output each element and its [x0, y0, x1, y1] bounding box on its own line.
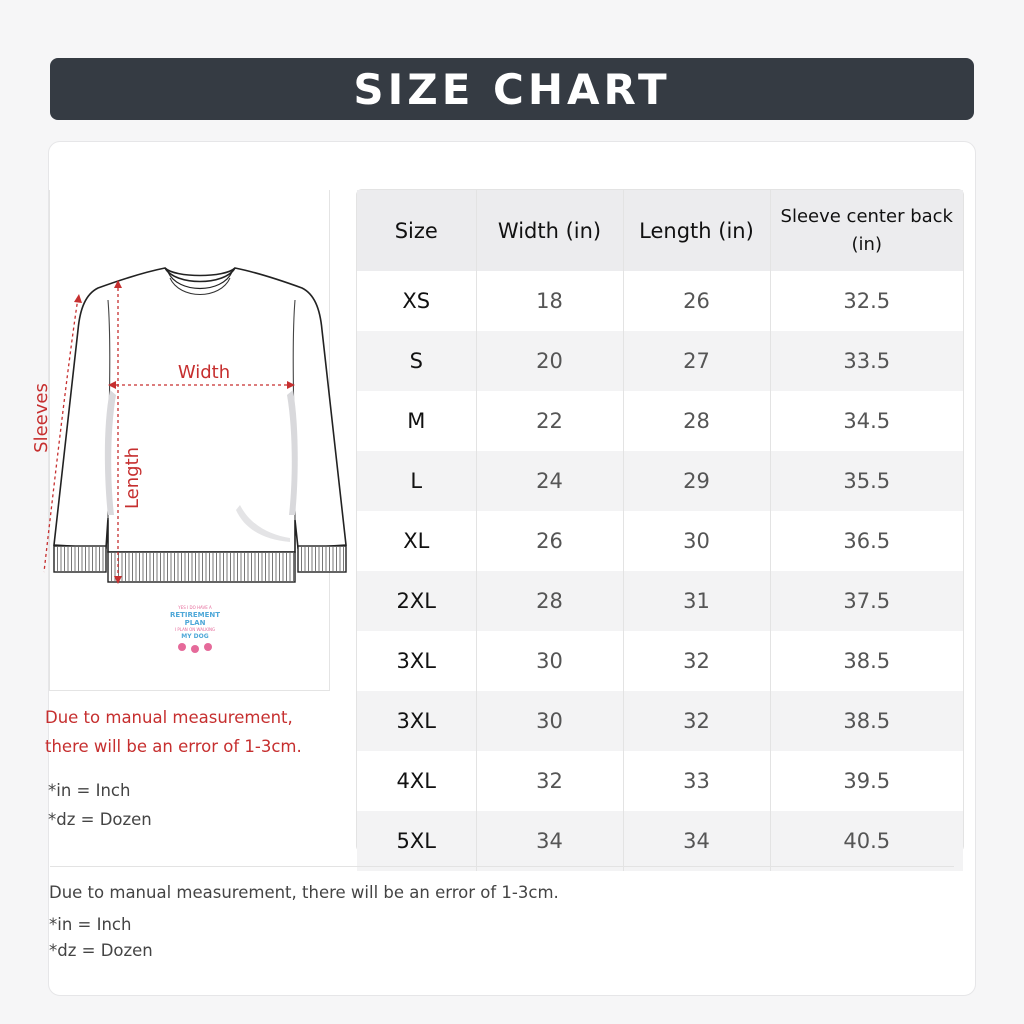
bottom-note [49, 880, 559, 964]
measurement-cell: 22 [476, 391, 623, 451]
size-cell: S [357, 331, 476, 391]
page-title: SIZE CHART [353, 64, 671, 114]
header-sleeve: Sleeve center back (in) [770, 190, 963, 271]
header-size: Size [357, 190, 476, 271]
paw-icon [191, 645, 199, 653]
size-cell: M [357, 391, 476, 451]
table-row [357, 811, 963, 871]
measurement-cell: 38.5 [770, 631, 963, 691]
header-length: Length (in) [623, 190, 770, 271]
measurement-cell: 32 [623, 691, 770, 751]
measurement-cell: 24 [476, 451, 623, 511]
measurement-cell: 18 [476, 271, 623, 331]
measurement-cell: 28 [476, 571, 623, 631]
svg-text:MY DOG: MY DOG [181, 633, 209, 640]
table-row [357, 271, 963, 331]
table-row [357, 331, 963, 391]
measurement-cell: 28 [623, 391, 770, 451]
size-cell: 3XL [357, 691, 476, 751]
measurement-cell: 20 [476, 331, 623, 391]
paw-icon [204, 643, 212, 651]
measurement-cell: 40.5 [770, 811, 963, 871]
measurement-cell: 26 [476, 511, 623, 571]
table-row [357, 451, 963, 511]
unit-legend [48, 776, 152, 834]
divider [50, 866, 954, 867]
size-cell: XS [357, 271, 476, 331]
table-row [357, 691, 963, 751]
size-cell: 4XL [357, 751, 476, 811]
bottom-warning: Due to manual measurement, there will be an error of 1-3cm. [49, 883, 559, 902]
measurement-cell: 33 [623, 751, 770, 811]
sweater-outline [54, 268, 346, 552]
measurement-cell: 32 [476, 751, 623, 811]
measurement-cell: 34.5 [770, 391, 963, 451]
measurement-cell: 30 [476, 691, 623, 751]
measurement-cell: 31 [623, 571, 770, 631]
measurement-cell: 33.5 [770, 331, 963, 391]
bottom-legend-inch: *in = Inch [49, 915, 132, 934]
svg-text:YES I DO HAVE A: YES I DO HAVE A [178, 605, 212, 610]
table-row [357, 571, 963, 631]
measurement-cell: 38.5 [770, 691, 963, 751]
measurement-warning: Due to manual measurement, there will be an error of 1-3cm. [45, 708, 302, 756]
table-row [357, 511, 963, 571]
size-cell: 5XL [357, 811, 476, 871]
measurement-cell: 30 [623, 511, 770, 571]
measurement-cell: 34 [476, 811, 623, 871]
bottom-legend-dozen: *dz = Dozen [49, 941, 153, 960]
measurement-cell: 27 [623, 331, 770, 391]
size-table [356, 189, 964, 852]
measurement-cell: 35.5 [770, 451, 963, 511]
table-row [357, 751, 963, 811]
measurement-cell: 32.5 [770, 271, 963, 331]
measurement-cell: 29 [623, 451, 770, 511]
legend-dozen: *dz = Dozen [48, 810, 152, 829]
table-row [357, 631, 963, 691]
svg-text:RETIREMENT: RETIREMENT [169, 611, 221, 619]
svg-text:PLAN: PLAN [184, 619, 206, 627]
paw-icon [178, 643, 186, 651]
table-row [357, 391, 963, 451]
size-cell: 2XL [357, 571, 476, 631]
legend-inch: *in = Inch [48, 781, 131, 800]
measurement-cell: 32 [623, 631, 770, 691]
measurement-cell: 37.5 [770, 571, 963, 631]
svg-text:I PLAN ON WALKING: I PLAN ON WALKING [174, 627, 216, 632]
header-width: Width (in) [476, 190, 623, 271]
measurement-cell: 30 [476, 631, 623, 691]
left-cuff [54, 546, 106, 572]
width-label: Width [177, 362, 231, 383]
size-cell: L [357, 451, 476, 511]
size-cell: 3XL [357, 631, 476, 691]
print-logo [162, 602, 228, 654]
size-cell: XL [357, 511, 476, 571]
title-bar [50, 58, 974, 120]
measurement-cell: 34 [623, 811, 770, 871]
table-header-row [357, 190, 963, 271]
measurement-cell: 36.5 [770, 511, 963, 571]
length-label: Length [122, 446, 143, 510]
sleeves-label: Sleeves [31, 383, 52, 453]
measurement-cell: 26 [623, 271, 770, 331]
measurement-cell: 39.5 [770, 751, 963, 811]
